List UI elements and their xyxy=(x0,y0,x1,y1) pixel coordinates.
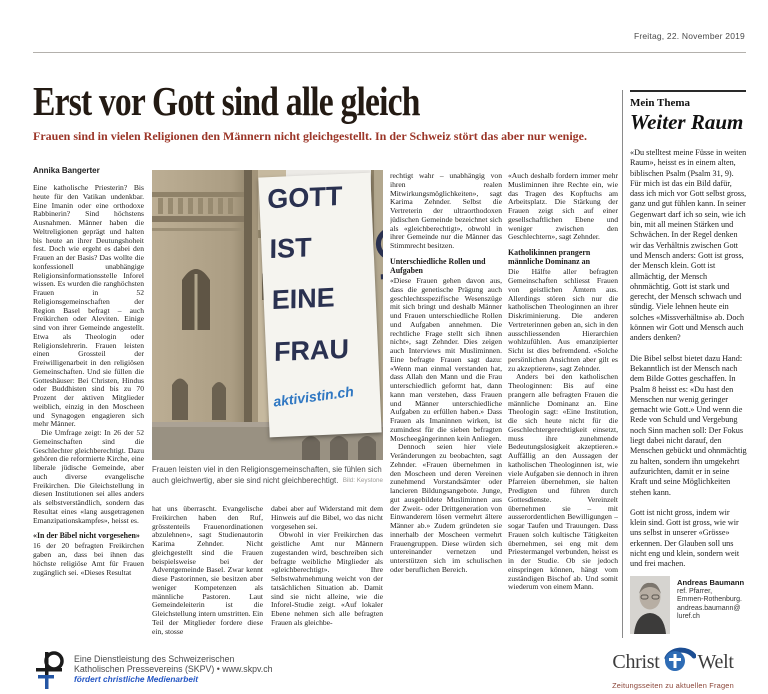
paragraph: Anders bei den katholischen Theologinnen: Bis auf eine prangern alle befragten Frauen die männliche Dominanz an. Eine Theologin sagt: «Eine Institution, die sich heute nicht für die Geschlechtergerechtigkeit einsetzt, muss ihre zunehmende Bedeutungslosigkeit akzeptieren.» Auffällig an den Aussagen der katholischen Theologinnen ist, wie viele Aufgaben sie dennoch in ihren Pfarreien übernehmen, sie halten Predigten und führen durch Gottesdienste. Vereinzelt übernehmen sie – mit ausserordentlichen Bewilligungen – sogar Taufen und Trauungen. Dass Frauen solch kultische Tätigkeiten übernehmen, sei eng mit dem Priestermangel verbunden, heisst es in der Studie. Ob sie jedoch einspringen können, hängt vom zuständigen Bischof ab. Und somit wiederum von einem Mann. xyxy=(508,372,618,592)
paragraph: Dennoch seien hier viele Veränderungen zu beobachten, sagt Zehnder. «Frauen übernehmen in den Moscheen und deren Vereinen zunehmend Vorstandsämter oder lancieren Bildungsangebote. Junge, gut ausgebildete Musliminnen aus der Zweit- oder Drittgeneration von Einwanderern lösen vermehrt ältere Männer ab.» Zudem gründeten sie innerhalb der Moscheen vermehrt Frauengruppen. Diese würden sich untereinander vernetzen und unterstützen sich im schulischen oder beruflichen Bereich. xyxy=(390,442,502,574)
sidebar-body xyxy=(630,148,747,580)
skpv-line2: Katholischen Pressevereins (SKPV) • www.skpv.ch xyxy=(74,664,273,674)
article-column-1 xyxy=(33,184,144,644)
paragraph: «Auch deshalb fordern immer mehr Musliminnen ihre Rechte ein, wie das Tragen des Kopftuchs am Arbeitsplatz. Die Stärkung der Frauen zeigt sich auf einer gesellschaftlichen Ebene und weniger zwischen den Geschlechtern», sagt Zehnder. xyxy=(508,172,618,242)
author-name: Andreas Baumann xyxy=(677,578,745,587)
brand-word-welt: Welt xyxy=(697,651,734,673)
subhead-katholikinnen: Katholikinnen prangern männliche Dominanz an xyxy=(508,248,591,267)
author-portrait xyxy=(630,576,670,634)
banner-url: aktivistin.ch xyxy=(272,383,355,410)
sidebar-kicker: Mein Thema xyxy=(630,97,690,109)
subhead-rollen: Unterschiedliche Rollen und Aufgaben xyxy=(390,256,486,275)
paragraph: rechtigt wahr – unabhängig von ihren realen Mitwirkungsmöglichkeiten», sagt Karima Zehnder. Selbst die Vertreterin der ultraorthodoxen jüdischen Gemeinde bezeichnet sich als «gleichberechtigt», obwohl in ihrer Gemeinde nur die Männer das Stimmrecht besitzen. xyxy=(390,172,502,250)
paragraph: Die Umfrage zeigt: In 26 der 52 Gemeinschaften sind die Geschlechter gleichberechtigt. Dazu gehören die reformierte Kirche, eine liberale jüdische Gemeinde, aber auch diverse evangelische Freikirchen. Die Gleichstellung in diesen Institutionen sei alles anders als selbstverständlich, sondern das Resultat eines «lang ausgetragenen Emanzipationskampfes», heisst es. xyxy=(33,428,144,525)
author-email-line2: luref.ch xyxy=(677,613,700,621)
paragraph: Eine katholische Priesterin? Bis heute für den Vatikan undenkbar. Eine Imanin oder eine orthodoxe Rabbinerin? Sind höchstens Ausnahmen. Männer haben die Weltreligionen geprägt und halten bis heute an ihrer Deutungshoheit fest. Doch wie ergeht es dabei den Frauen an der Basis? Das wollte die konfessionell unabhängige Religionsinformationsstelle Inforel wissen. Es wurden die ranghöchsten Frauen in 52 Religionsgemeinschaften der Region Basel befragt – auch Freikirchen oder Aleviten. Einige sind von ihrer Gemeinde angestellt. Etwa als Theologin oder Religionslehrerin. Frauen leisten einen Grossteil der Freiwilligenarbeit in den religiösen Gemeinschaften. Und sie füllen die Gotteshäuser: Bei Christen, Hindus oder Buddhisten sind bis zu 70 Prozent der aktiven Mitglieder weiblich, einzig in den Moscheen und Synagogen engagieren sich mehr Männer. xyxy=(33,184,144,429)
skpv-text xyxy=(74,654,272,684)
article-column-2 xyxy=(152,505,263,637)
skpv-motto: fördert christliche Medienarbeit xyxy=(74,674,199,684)
paragraph: Die Bibel selbst bietet dazu Hand: Bekanntlich ist der Mensch nach dem Bilde Gottes geschaffen. In Psalm 8 heisst es: «Du hast den Menschen nur wenig geringer gemacht wie Gott.» Und wenn die Rede von Schuld und Vergebung noch Sinn machen soll: Der Fokus liegt dabei nicht darauf, den Menschen gebückt und ohnmächtig zu halten, sondern ihn umgekehrt aufzurichten, damit er in seine Kraft und seine Möglichkeiten stehen kann. xyxy=(630,353,747,497)
paragraph: Gott ist nicht gross, indem wir klein sind. Gott ist gross, wie wir uns selbst in unserer «Grösse» erkennen. Der Glauben soll uns nicht eng und klein, sondern weit und frei machen. xyxy=(630,507,740,569)
paragraph: «Diese Frauen gehen davon aus, dass die genetische Prägung auch geschlechtsspezifische Wesenszüge mit sich bringt und deshalb Männer und Frauen unterschiedliche Rollen und Aufgaben annehmen. Die rechtliche Frage stellt sich ihnen nicht», sagt Zehnder. Dies zeigen auch Interviews mit Musliminnen. Eine befragte Frauen sagt dazu: «Wenn man einmal verstanden hat, dass Allah den Mann und die Frau unterschiedlich geformt hat, dann kann man verstehen, dass Frauen und Männer unterschiedliche Aufgaben zu erfüllen haben.» Dass Frauen als Imaninnen wirken, ist zumindest für die sieben befragten Moscheegängerinnen kein Anliegen. xyxy=(390,276,502,443)
sidebar-top-rule xyxy=(630,90,746,92)
paragraph: dabei aber auf Widerstand mit dem Hinweis auf die Bibel, wo das nicht vorgesehen sei. xyxy=(271,505,383,531)
protest-banner xyxy=(258,173,381,438)
article-column-4 xyxy=(390,172,502,644)
article-byline: Annika Bangerter xyxy=(33,166,100,175)
paragraph: Obwohl in vier Freikirchen das geistliche Amt nur Männern zugestanden wird, beschreiben sich befragte weibliche Mitglieder als «gleichberechtigt». Ihre Selbstwahrnehmung weicht von der tatsächlichen Situation ab. Damit sind sie nicht alleine, wie die Inforel-Studie zeigt. «Auf lokaler Ebene nehmen sich alle befragten Frauen als gleichbe- xyxy=(271,530,383,627)
banner-line: GOTT xyxy=(267,180,343,215)
article-deck: Frauen sind in vielen Religionen den Männern nicht gleichgestellt. In der Schweiz stört das aber nur wenige. xyxy=(33,129,588,143)
article-column-3 xyxy=(271,505,383,645)
brand-tagline: Zeitungsseiten zu aktuellen Fragen xyxy=(612,681,734,690)
skpv-logo xyxy=(36,650,66,694)
top-rule xyxy=(33,52,746,53)
caption-text: Frauen leisten viel in den Religionsgemeinschaften, sie fühlen sich auch gleichwertig, aber sie sind nicht gleichberechtigt. xyxy=(152,465,382,485)
page-date: Freitag, 22. November 2019 xyxy=(633,31,745,41)
author-place: Emmen-Rothenburg. xyxy=(677,596,742,604)
photo-credit: Bild: Keystone xyxy=(342,476,383,484)
article-headline: Erst vor Gott sind alle gleich xyxy=(33,78,420,124)
banner-line: IST xyxy=(269,232,312,265)
paragraph: «Du stelltest meine Füsse in weiten Raum», heisst es in einem alten, biblischen Psalm (Psalm 31, 9). Für mich ist das ein Bild dafür, dass ich mich vor Gott selbst gross, ganz und gut fühlen kann. In seiner Gegenwart darf ich so sein, wie ich bin, mit all meinen Stärken und Schwächen. In der Regel denken wir das Verhältnis zwischen Gott und Mensch anders: Gott ist gross, der Mensch klein. Gott ist allmächtig, der Mensch ohnmächtig. Gott ist stark und gerecht, der Mensch schwach und sündig. Viele lehnen heute ein solches «Missverhältnis» ab. Doch können wir Gott und Mensch auch anders denken? xyxy=(630,148,747,343)
subhead-bibel: «In der Bibel nicht vorgesehen» xyxy=(33,531,140,541)
banner-line: EINE xyxy=(271,282,335,316)
photo-caption xyxy=(152,465,383,486)
author-role: ref. Pfarrer, xyxy=(677,587,713,595)
paragraph: 16 der 20 befragten Freikirchen gaben an, dass bei ihnen das höchste religiöse Amt für Frauen zugänglich sei. «Dieses Resultat xyxy=(33,541,144,577)
paragraph: hat uns überrascht. Evangelische Freikirchen haben den Ruf, grösstenteils Frauenordinationen abzulehnen», sagt Studienautorin Karima Zehnder. Nicht gleichgestellt sind die Frauen beispielsweise bei der Adventgemeinde Basel. Zwar kennt diese Pastorinnen, sie besitzen aber weniger Kompetenzen als männliche Pastoren. Laut Gemeindeleiterin ist die Gleichstellung intern umstritten. Ein Teil der Mitglieder fordere diese ein, stosse xyxy=(152,505,263,636)
paragraph: Die Hälfte aller befragten Gemeinschaften schliesst Frauen von geistlichen Ämtern aus. Allerdings stören sich nur die katholischen Theologinnen an ihrer Diskriminierung. Die anderen Vertreterinnen geben an, sich in den ausschliessenden Hierarchien wohlzufühlen. Aus emanzipierter Sicht ist dies befremdend. «Solche persönlichen Ansichten aber gilt es zu akzeptieren», sagt Zehnder. xyxy=(508,267,618,373)
cross-in-circle-icon xyxy=(662,646,696,679)
brand-word-christ: Christ xyxy=(612,651,660,673)
sidebar-divider xyxy=(622,90,623,638)
article-photo xyxy=(152,170,383,460)
banner-line: FRAU xyxy=(273,333,350,368)
sidebar-title: Weiter Raum xyxy=(630,110,744,134)
christ-welt-logo xyxy=(598,646,748,690)
article-column-5 xyxy=(508,172,618,644)
skpv-line1: Eine Dienstleistung des Schweizerischen xyxy=(74,654,235,664)
author-email-line1: andreas.baumann@ xyxy=(677,604,741,612)
